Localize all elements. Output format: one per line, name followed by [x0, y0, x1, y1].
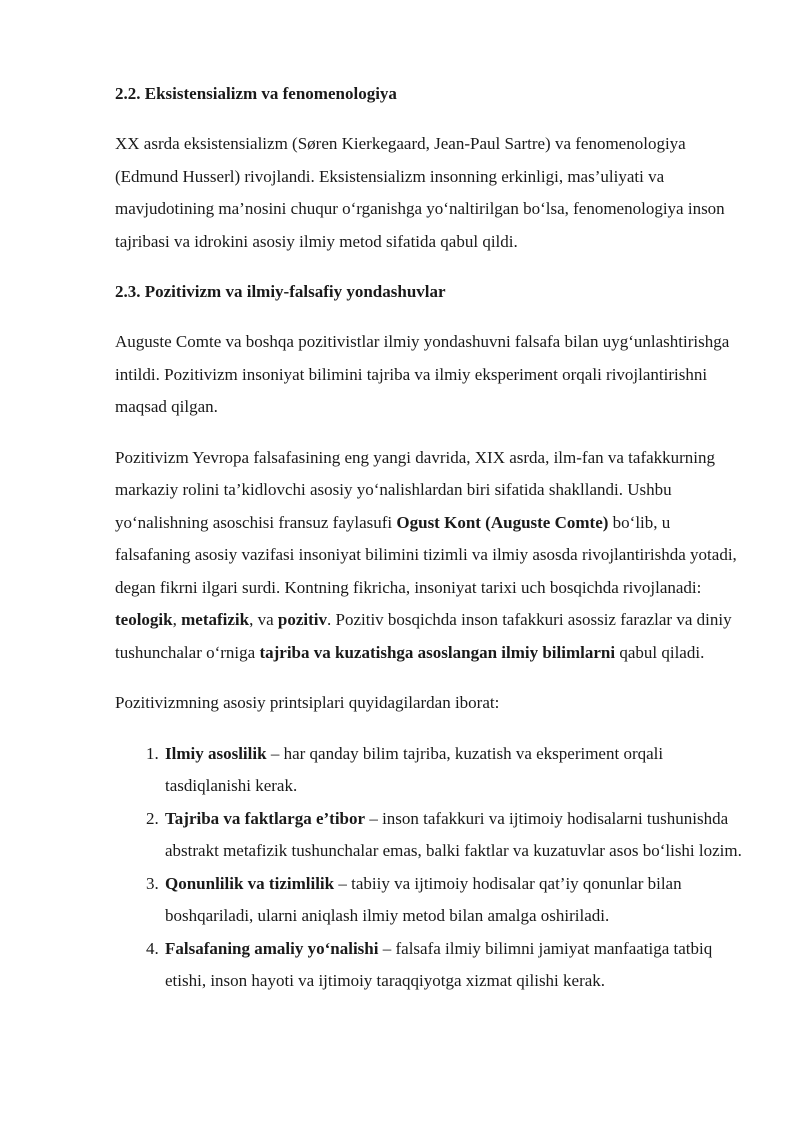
section-2-3-paragraph-3: Pozitivizmning asosiy printsiplari quyidagilardan iborat: — [115, 693, 500, 712]
list-item — [163, 868, 745, 933]
bold-term-teologik: teologik — [115, 610, 173, 629]
list-item-text: – tabiiy va ijtimoiy hodisalar qat’iy qonunlar bilan boshqariladi, ularni aniqlash ilmiy metod bilan amalga oshiriladi. — [165, 873, 682, 925]
section-2-3-paragraph-2 — [115, 442, 745, 670]
list-item-term: Qonunlilik va tizimlilik — [165, 873, 335, 893]
list-item — [163, 933, 745, 998]
section-heading-2-3: 2.3. Pozitivizm va ilmiy-falsafiy yondashuvlar — [115, 282, 446, 301]
bold-term-comte: Ogust Kont (Auguste Comte) — [396, 512, 609, 532]
paragraph-text: Pozitivizm Yevropa falsafasining eng yangi davrida, XIX asrda, ilm-fan va tafakkurning markaziy rolini ta’kidlovchi asosiy yoʻnalishlardan biri sifatida shakllandi. Ushbu yoʻnalishning asoschisi fransuz faylasufi — [115, 447, 716, 532]
section-heading-2-2: 2.2. Eksistensializm va fenomenologiya — [115, 84, 397, 103]
paragraph-text: qabul qiladi. — [615, 642, 705, 662]
paragraph-text: boʻlib, u falsafaning asosiy vazifasi insoniyat bilimini tizimli va ilmiy asosda rivojlantirishda yotadi, degan fikrni ilgari surdi. Kontning fikricha, insoniyat tarixi uch bosqichda rivojlanadi: — [115, 512, 737, 597]
list-item-text: – inson tafakkuri va ijtimoiy hodisalarni tushunishda abstrakt metafizik tushunchalar emas, balki faktlar va kuzatuvlar asos boʻlishi lozim. — [165, 808, 742, 860]
bold-term-metafizik: metafizik — [181, 610, 250, 629]
principles-list — [115, 738, 745, 998]
paragraph-text: . Pozitiv bosqichda inson tafakkuri asossiz farazlar va diniy tushunchalar oʻrniga — [115, 610, 732, 662]
list-item-term: Tajriba va faktlarga e’tibor — [165, 808, 366, 828]
list-item — [163, 803, 745, 868]
document-page — [115, 70, 745, 998]
list-item-term: Falsafaning amaliy yoʻnalishi — [165, 938, 379, 958]
list-item-text: – har qanday bilim tajriba, kuzatish va eksperiment orqali tasdiqlanishi kerak. — [165, 743, 664, 795]
list-item-text: – falsafa ilmiy bilimni jamiyat manfaatiga tatbiq etishi, inson hayoti va ijtimoiy taraqqiyotga xizmat qilishi kerak. — [165, 938, 713, 990]
list-item — [163, 738, 745, 803]
section-2-2-paragraph: XX asrda eksistensializm (Søren Kierkegaard, Jean-Paul Sartre) va fenomenologiya (Edmund Husserl) rivojlandi. Eksistensializm insonning erkinligi, mas’uliyati va mavjudotining ma’nosini chuqur oʻrganishga yoʻnaltirilgan boʻlsa, fenomenologiya inson tajribasi va idrokini asosiy ilmiy metod sifatida qabul qildi. — [115, 134, 725, 251]
paragraph-separator: , — [172, 610, 182, 629]
paragraph-separator: , va — [249, 610, 278, 629]
bold-term-pozitiv: pozitiv — [277, 610, 327, 629]
bold-term-tajriba: tajriba va kuzatishga asoslangan ilmiy bilimlarni — [259, 642, 616, 662]
list-item-term: Ilmiy asoslilik — [165, 743, 267, 763]
section-2-3-paragraph-1: Auguste Comte va boshqa pozitivistlar ilmiy yondashuvni falsafa bilan uygʻunlashtirishga intildi. Pozitivizm insoniyat bilimini tajriba va ilmiy eksperiment orqali rivojlantirishni maqsad qilgan. — [115, 332, 730, 416]
